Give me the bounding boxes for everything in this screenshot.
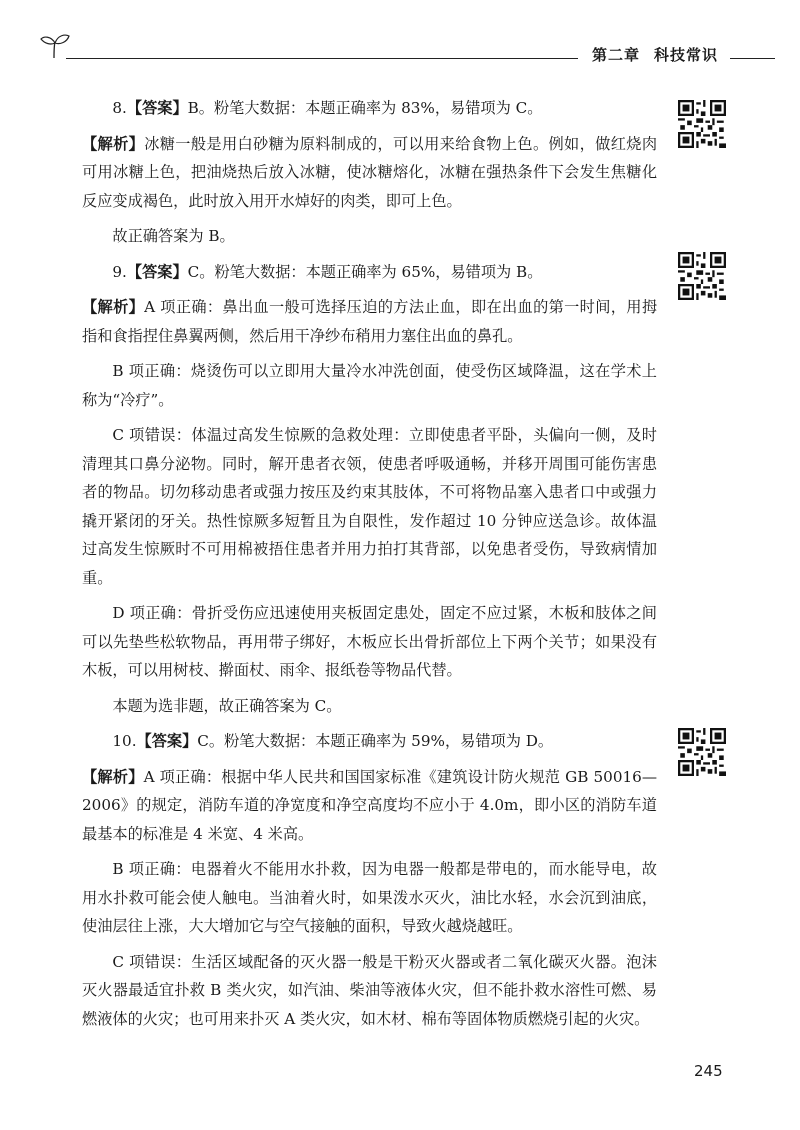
answer-tag: 【答案】 [126, 99, 188, 117]
q10-answer: 10.【答案】C。粉笔大数据：本题正确率为 59%，易错项为 D。 [112, 732, 554, 750]
q8-conclusion: 故正确答案为 B。 [112, 227, 235, 245]
qr-code-icon[interactable] [678, 728, 726, 776]
page-header [0, 0, 800, 70]
chapter-title [592, 44, 732, 65]
chapter-section: 科技常识 [654, 46, 719, 64]
q9-analysis-b: B 项正确：烧烫伤可以立即用大量冷水冲洗创面，使受伤区域降温，这在学术上称为“冷疗”。 [82, 362, 657, 409]
q9-conclusion: 本题为选非题，故正确答案为 C。 [112, 696, 342, 715]
q10-analysis-a: 【解析】A 项正确：根据中华人民共和国国家标准《建筑设计防火规范 GB 50016—2006》的规定，消防车道的净宽度和净空高度均不应小于 4.0m，即小区的消防车道最基本的标准是 4 米宽、4 米高。 [82, 767, 658, 843]
q8-answer: 8.【答案】B。粉笔大数据：本题正确率为 83%，易错项为 C。 [112, 99, 543, 117]
header-rule-left [66, 58, 578, 59]
analysis-tag: 【解析】 [82, 298, 145, 316]
analysis-tag: 【解析】 [82, 134, 145, 153]
qr-code-icon[interactable] [678, 252, 726, 300]
q9-analysis-a: 【解析】A 项正确：鼻出血一般可选择压迫的方法止血，即在出血的第一时间，用拇指和食指捏住鼻翼两侧，然后用干净纱布稍用力塞住出血的鼻孔。 [82, 298, 658, 345]
q8-analysis: 【解析】冰糖一般是用白砂糖为原料制成的，可以用来给食物上色。例如，做红烧肉可用冰糖上色，把油烧热后放入冰糖，使冰糖熔化，冰糖在强热条件下会发生焦糖化反应变成褐色，此时放入用开水焯好的肉类，即可上色。 [82, 134, 658, 210]
analysis-tag: 【解析】 [82, 767, 144, 786]
answer-tag: 【答案】 [136, 732, 198, 750]
chapter-number: 第二章 [592, 46, 641, 64]
qr-code-icon[interactable] [678, 100, 726, 148]
q9-analysis-c: C 项错误：体温过高发生惊厥的急救处理：立即使患者平卧，头偏向一侧，及时清理其口鼻分泌物。同时，解开患者衣领，使患者呼吸通畅，并移开周围可能伤害患者的物品。切勿移动患者或强力按压及约束其肢体，不可将物品塞入患者口中或强力撬开紧闭的牙关。热性惊厥多短暂且为自限性，发作超过 10 分钟应送急诊。故体温过高发生惊厥时不可用棉被捂住患者并用力拍打其背部，以免患者受伤，导致病情加重。 [82, 426, 657, 587]
answer-explanations [82, 94, 657, 1040]
q9-analysis-d: D 项正确：骨折受伤应迅速使用夹板固定患处，固定不应过紧，木板和肢体之间可以先垫些松软物品，再用带子绑好，木板应长出骨折部位上下两个关节；如果没有木板，可以用树枝、擀面杖、雨伞、报纸卷等物品代替。 [82, 604, 657, 679]
page-number: 245 [694, 1062, 723, 1080]
sprout-icon [40, 30, 70, 60]
q10-analysis-c: C 项错误：生活区域配备的灭火器一般是干粉灭火器或者二氧化碳灭火器。泡沫灭火器最适宜扑救 B 类火灾，如汽油、柴油等液体火灾，但不能扑救水溶性可燃、易燃液体的火灾；也可用来扑灭 A 类火灾，如木材、棉布等固体物质燃烧引起的火灾。 [82, 952, 657, 1028]
header-rule-right [730, 58, 775, 59]
q9-answer: 9.【答案】C。粉笔大数据：本题正确率为 65%，易错项为 B。 [112, 262, 543, 281]
answer-tag: 【答案】 [126, 262, 188, 281]
q10-analysis-b: B 项正确：电器着火不能用水扑救，因为电器一般都是带电的，而水能导电，故用水扑救可能会使人触电。当油着火时，如果泼水灭火，油比水轻，水会沉到油底，使油层往上涨，大大增加它与空气接触的面积，导致火越烧越旺。 [82, 860, 657, 935]
